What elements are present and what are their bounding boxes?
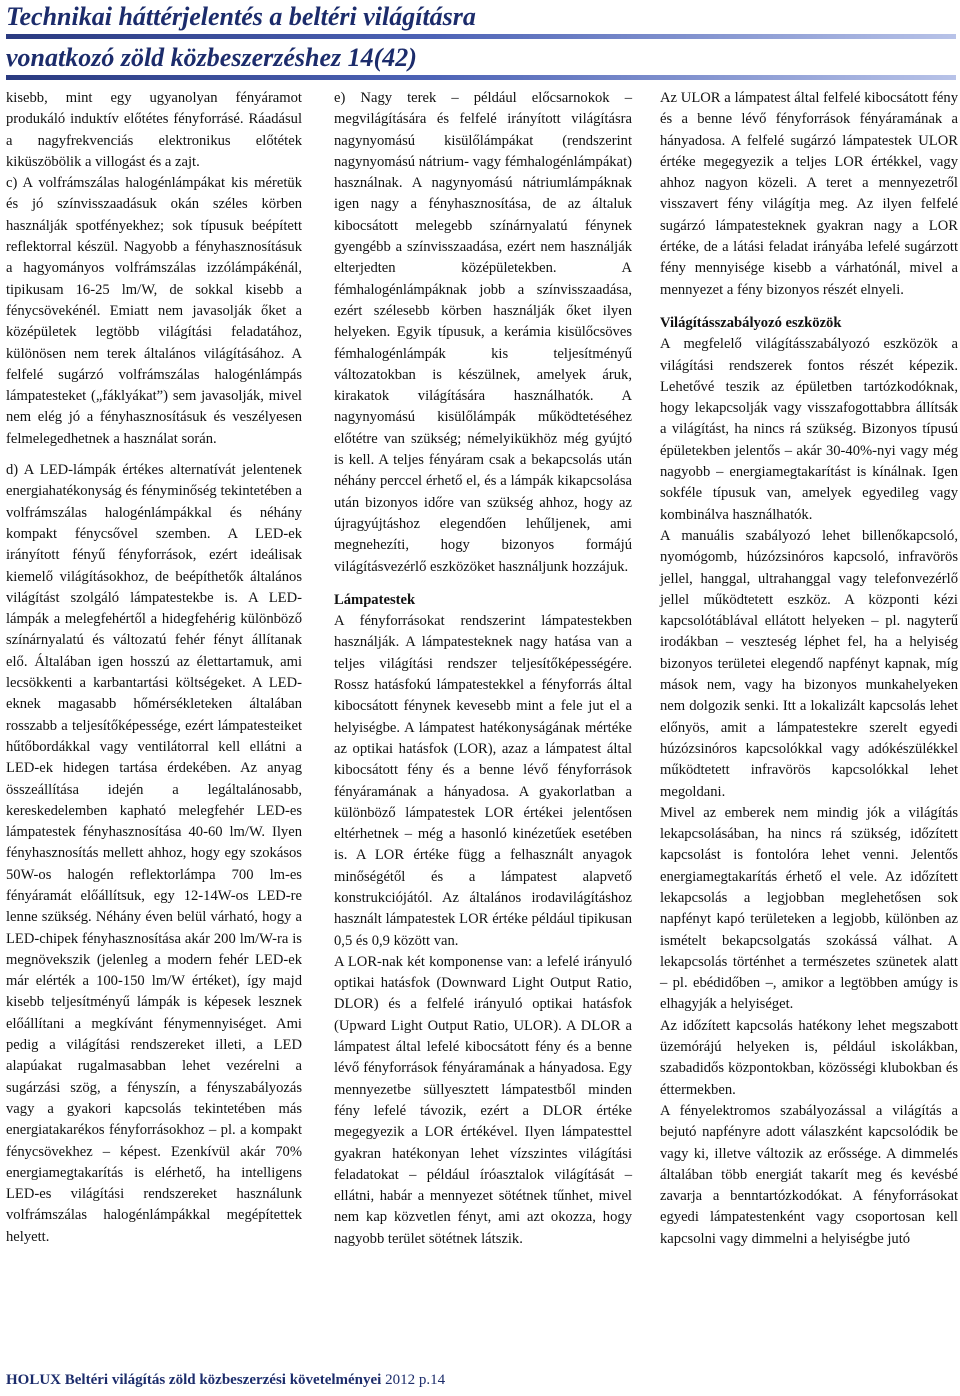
- paragraph: A fényforrásokat rendszerint lámpatestekben használják. A lámpatesteknek nagy hatása van a teljes világítási rendszer teljesítőképességére. Rossz hatásfokú lámpatestekkel a fényforrás által kibocsátott fénynek kevesebb mint a fele jut el a helyiségbe. A lámpatest hatékonyságának mértéke az optikai hatásfok (LOR), azaz a lámpatest által kibocsátott fény és a benne lévő fényforrások fényáramának a hányadosa. A gyakorlatban a különböző lámpatestek LOR értékei jelentősen eltérhetnek – még a hasonló kinézetűek esetében is. A LOR értéke függ a felhasznált anyagok minőségétől és a lámpatest alapvető konstrukciójától. Az általános irodavilágításhoz használt lámpatestek LOR értéke például tipikusan 0,5 és 0,9 között van.: [334, 613, 632, 949]
- page-header: [6, 0, 956, 82]
- column-1: [6, 88, 302, 1248]
- paragraph: Az ULOR a lámpatest által felfelé kibocsátott fény és a benne lévő fényforrások fényáramának a hányadosa. A felfelé sugárzó lámpatestek ULOR értéke megegyezik a teljes LOR értékkel, vagy ahhoz nagyon közeli. A teret a mennyezetről visszavert fény világítja meg. Az ilyen felfelé sugárzó lámpatesteknek gyakran nagy a LOR értéke, de a látási feladat irányába lefelé sugárzott fény mennyisége kisebb a várhatónál, mivel a mennyezet a fény bizonyos részét elnyeli.: [660, 90, 958, 298]
- paragraph: A fényelektromos szabályozással a világítás a bejutó napfényre adott válaszként kapcsolódik be vagy ki, illetve változik az erőssége. A dimmelés általában több energiát takarít meg és kevésbé zavarja a benntartózkodókat. A fényforrásokat egyedi lámpatestenként vagy csoportosan kell kapcsolni vagy dimmelni a helyiségbe jutó: [660, 1102, 958, 1247]
- paragraph: d) A LED-lámpák értékes alternatívát jelentenek energiahatékonyság és fényminőség tekintetében a volfrámszálas halogénlámpákkal és néhány kompakt fénycsővel szemben. A LED-ek irányított fényű fényforrások, ezért ideálisak kiemelő világításokhoz, de beépíthetők általános világítást szolgáló lámpatestekbe is. A LED-lámpák a melegfehértől a hidegfehérig különböző színárnyalatú és változatú fehér fényt állítanak elő. Általában igen hosszú az élettartamuk, ami lecsökkenti a karbantartási költségeket. A LED-eknek magasabb hőmérsékleteken általában rosszabb a teljesítőképessége, ezért lámpatesteiket hűtőbordákkal vagy ventilátorral kell ellátni a LED-ek hidegen tartása érdekében. Az anyag összeállítása idején a legáltalánosabb, kereskedelemben kapható melegfehér LED-es lámpatestek fényhasznosítása 40-60 lm/W. Ilyen fényhasznosítás mellett ahhoz, hogy egy szokásos 50W-os halogén reflektorlámpa 700 lm-es fényáramát előállítsuk, egy 12-14W-os LED-re lenne szükség. Néhány éven belül várható, hogy a LED-chipek fényhasznosítása akár 200 lm/W-ra is megnövekszik (jelenleg a modern fehér LED-ek már elérték a 100-150 lm/W értéket), így majd kisebb teljesítményű lámpák is képesek lesznek előállítani a megkívánt fénymennyiséget. Ami pedig a világítási rendszereket illeti, a LED alapúakat rugalmasabban lehet vezérelni a sugárzási szög, a fényszín, a fényszabályozás vagy a gyakori kapcsolás tekintetében más energiatakarékos fényforrásokhoz – pl. a kompakt fénycsövekhez – képest. Ezenkívül akár 70% energiamegtakarítás is elérhető, ha intelligens LED-es világítási rendszereket használunk volfrámszálas halogénlámpákkal megépítettek helyett.: [6, 462, 302, 1245]
- paragraph: A LOR-nak két komponense van: a lefelé irányuló optikai hatásfok (Downward Light Output Ratio, DLOR) és a felfelé irányuló optikai hatásfok (Upward Light Output Ratio, ULOR). A DLOR a lámpatest által lefelé kibocsátott fény és a benne lévő fényforrások fényáramának a hányadosa. Egy mennyezetbe süllyesztett lámpatestből minden fény lefelé távozik, ezért a DLOR értéke megegyezik a LOR értékével. Ilyen lámpatesttel gyakran hatékonyan lehet vízszintes világítási feladatokat – például íróasztalok világítását – ellátni, habár a mennyezet sötétnek tűnhet, mivel nem kap közvetlen fényt, ami azt okozza, hogy nagyobb terület sötétnek látszik.: [334, 953, 632, 1247]
- footer-brand: HOLUX: [6, 1372, 62, 1388]
- footer-year-page: 2012 p.14: [385, 1372, 446, 1388]
- paragraph: A manuális szabályozó lehet billenőkapcsoló, nyomógomb, húzózsinóros kapcsoló, infravörös jellel, hanggal, ultrahanggal vagy telefonvezérlő jellel működtetett eszköz. A központi kézi kapcsolótáblával ellátott helyeken – pl. nagyterű irodákban – veszteség léphet fel, ha a helyiség bizonyos területei elegendő napfényt kapnak, míg mások nem, vagy ha bizonyos munkahelyeken nem dolgozik senki. Itt a lokalizált kapcsolás lehet előnyös, amit a lámpatestekre szerelt egyedi húzózsinóros kapcsolókkal vagy adókészülékkel működtetett infravörös kapcsolókkal lehet megoldani.: [660, 527, 958, 800]
- footer-title: Beltéri világítás zöld közbeszerzési követelményei: [64, 1372, 382, 1388]
- section-heading-vilagitasszabalyozo: Világításszabályozó eszközök: [660, 314, 842, 331]
- header-rule: [6, 34, 956, 39]
- section-heading-lampatestek: Lámpatestek: [334, 591, 416, 608]
- paragraph: e) Nagy terek – például előcsarnokok – megvilágítására és felfelé irányított világításra nagynyomású kisülőlámpákat (rendszerint nagynyomású nátrium- vagy fémhalogénlámpákat) használnak. A nagynyomású nátriumlámpáknak igen nagy a fényhasznosítása, de az általuk kibocsátott melegebb színárnyalatú fénynek gyengébb a színvisszaadása, ezért nem használják elterjedten középületekben. A fémhalogénlámpáknak jobb a színvisszaadása, ezért szélesebb körben használják őket ilyen helyeken. Egyik típusuk, a kerámia kisülőcsöves fémhalogénlámpák kis teljesítményű változatokban is készülnek, amelyek áruk, kirakatok világítására használhatók. A nagynyomású kisülőlámpák működtetéséhez előtétre van szükség; némelyikükhöz még gyújtó is kell. A teljes fényáram csak a bekapcsolás után néhány perccel érhető el, és a lámpák kikapcsolása után bizonyos időre van szükség ahhoz, hogy az újragyújtáshoz elegendően lehűljenek, ami megnehezíti, hogy bizonyos formájú világításvezérlő eszközöket használjunk hozzájuk.: [334, 90, 632, 575]
- paragraph: Az időzített kapcsolás hatékony lehet megszabott üzemórájú helyeken is, például iskolákban, szabadidős központokban, közösségi klubokban és éttermekben.: [660, 1017, 958, 1098]
- header-rule-bottom: [6, 75, 956, 80]
- paragraph: c) A volfrámszálas halogénlámpákat kis méretük és jó színvisszaadásuk okán széles körben használják spotfényekhez; sok típusuk beépített reflektorral készül. Nagyobb a fényhasznosításuk a hagyományos volfrámszálas izzólámpákénál, tipikusam 16-25 lm/W, de sokkal kisebb a fénycsövekénél. Emiatt nem javasolják őket a középületek legtöbb világítási feladatához, különösen nem terek általános világításához. A felfelé sugárzó volfrámszálas halogénlámpás lámpatesteket („fáklyákat”) sem javasolják, mivel nem elég jó a fényhasznosításuk és veszélyesen felmelegedhetnek a használat során.: [6, 175, 302, 447]
- paragraph: A megfelelő világításszabályozó eszközök a világítási rendszerek fontos részét képezik. Lehetővé teszik az épületben tartózkodóknak, hogy lekapcsolják vagy visszafogottabbra állítsák a világítást, ha nincs rá szükség. Bizonyos típusú épületekben jelentős – akár 30-40%-nyi vagy még nagyobb – energiamegtakarítást is kínálnak. Igen sokféle típusuk van, amelyek egyedileg vagy kombinálva használhatók.: [660, 336, 958, 523]
- paragraph: kisebb, mint egy ugyanolyan fényáramot produkáló induktív előtétes fényforrásé. Ráadásul a nagyfrekvenciás elektronikus előtétek kiküszöbölik a villogást és a zajt.: [6, 90, 302, 170]
- header-title-line2: vonatkozó zöld közbeszerzéshez 14(42): [6, 43, 417, 72]
- header-title-line1: Technikai háttérjelentés a beltéri világításra: [6, 2, 476, 31]
- page-footer: [6, 1372, 606, 1389]
- column-3: [660, 88, 958, 1250]
- paragraph: Mivel az emberek nem mindig jók a világítás lekapcsolásában, ha nincs rá szükség, időzített kapcsolást is fontolóra lehet venni. Jelentős energiamegtakarítás érhető el vele. Az időzített lekapcsolás a legjobban meglehetősen sok napfényt kapó területeken a legjobb, különben az ismételt bekapcsolgatás szokássá válhat. A lekapcsolás történhet a természetes szünetek alatt – pl. ebédidőben –, amikor a legtöbben amúgy is elhagyják a helyiséget.: [660, 804, 958, 1013]
- column-2: [334, 88, 632, 1250]
